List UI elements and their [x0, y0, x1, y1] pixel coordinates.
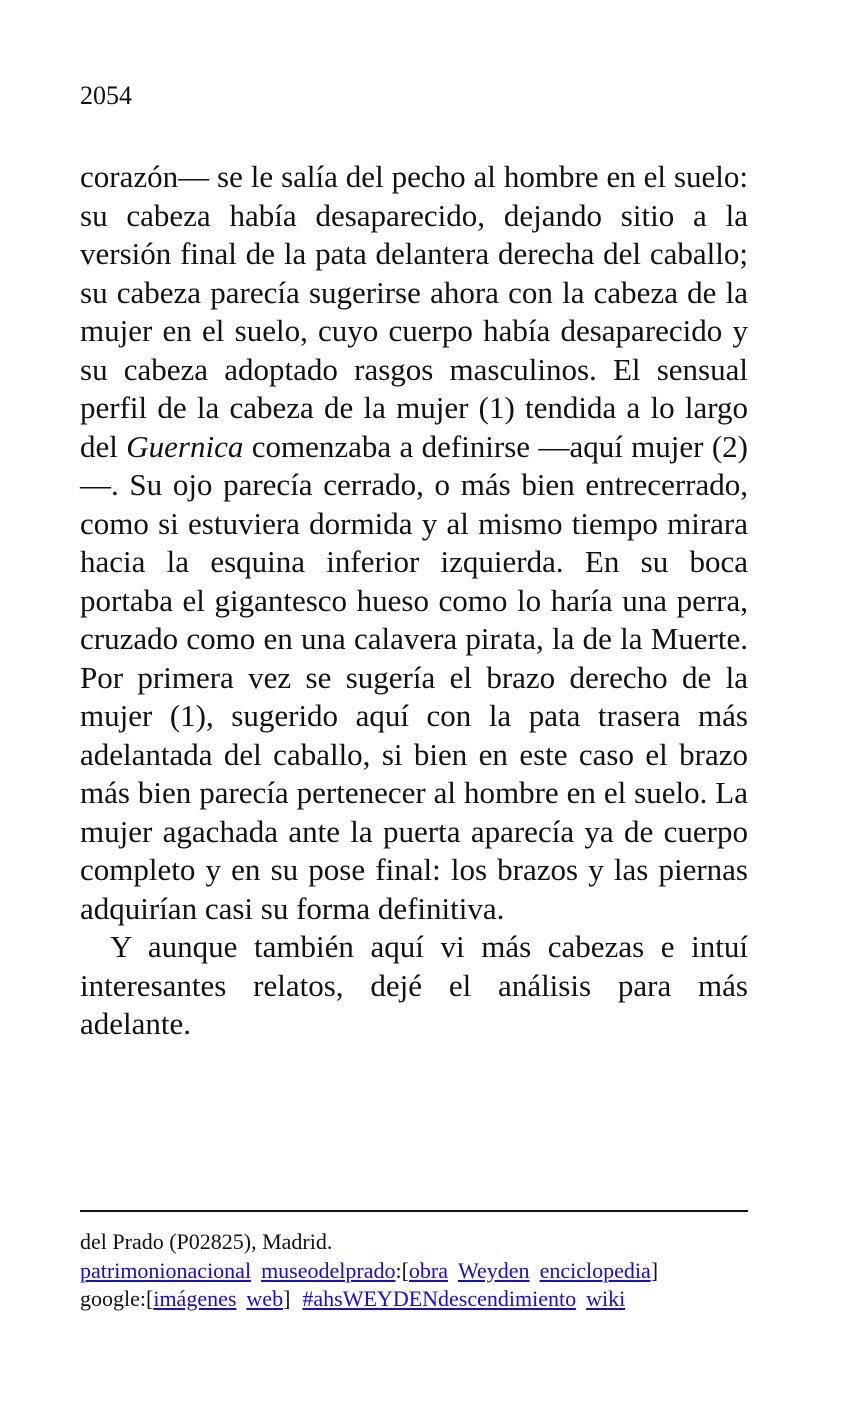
paragraph-1: [80, 158, 748, 928]
link-web[interactable]: web: [246, 1286, 284, 1311]
paragraph-1-text-a: corazón— se le salía del pecho al hombre en el suelo: su cabeza había desaparecido, dejando sitio a la versión final de la pata delantera derecha del caballo; su cabeza parecía sugerirse ahora con la cabeza de la mujer en el suelo, cuyo cuerpo había desaparecido y su cabeza adoptado rasgos masculinos. El sensual perfil de la cabeza de la mujer (1) tendida a lo largo del: [80, 159, 748, 464]
link-weyden[interactable]: Weyden: [458, 1257, 530, 1283]
body-text: [80, 158, 748, 1044]
link-obra[interactable]: obra: [408, 1257, 449, 1283]
guernica-title: Guernica: [126, 428, 244, 464]
link-wiki[interactable]: wiki: [586, 1286, 626, 1311]
link-hashtag[interactable]: #ahsWEYDENdescendimiento: [302, 1286, 577, 1311]
footnote-area: [80, 1228, 760, 1314]
footnote-line-3: [80, 1285, 760, 1314]
link-imagenes[interactable]: imágenes: [153, 1286, 237, 1311]
separator-open: :[: [395, 1257, 409, 1283]
paragraph-2: Y aunque también aquí vi más cabezas e intuí interesantes relatos, dejé el análisis para más adelante.: [80, 929, 748, 1041]
link-enciclopedia[interactable]: enciclopedia: [539, 1257, 651, 1283]
page-number: 2054: [80, 81, 132, 110]
link-museodelprado[interactable]: museodelprado: [261, 1257, 396, 1283]
footnote-line-1: del Prado (P02825), Madrid.: [80, 1229, 333, 1254]
link-patrimonionacional[interactable]: patrimonionacional: [80, 1257, 252, 1283]
footnote-divider: [80, 1210, 748, 1212]
footnote-line-2: [80, 1257, 760, 1286]
google-close: ]: [283, 1286, 291, 1311]
google-prefix: google:[: [80, 1286, 154, 1311]
separator-close: ]: [650, 1257, 659, 1283]
paragraph-1-text-b: comenzaba a definirse —aquí mujer (2)—. Su ojo parecía cerrado, o más bien entrecerrado, como si estuviera dormida y al mismo tiempo mirara hacia la esquina inferior izquierda. En su boca portaba el gigantesco hueso como lo haría una perra, cruzado como en una calavera pirata, la de la Muerte. Por primera vez se sugería el brazo derecho de la mujer (1), sugerido aquí con la pata trasera más adelantada del caballo, si bien en este caso el brazo más bien parecía pertenecer al hombre en el suelo. La mujer agachada ante la puerta aparecía ya de cuerpo completo y en su pose final: los brazos y las piernas adquirían casi su forma definitiva.: [80, 428, 749, 926]
